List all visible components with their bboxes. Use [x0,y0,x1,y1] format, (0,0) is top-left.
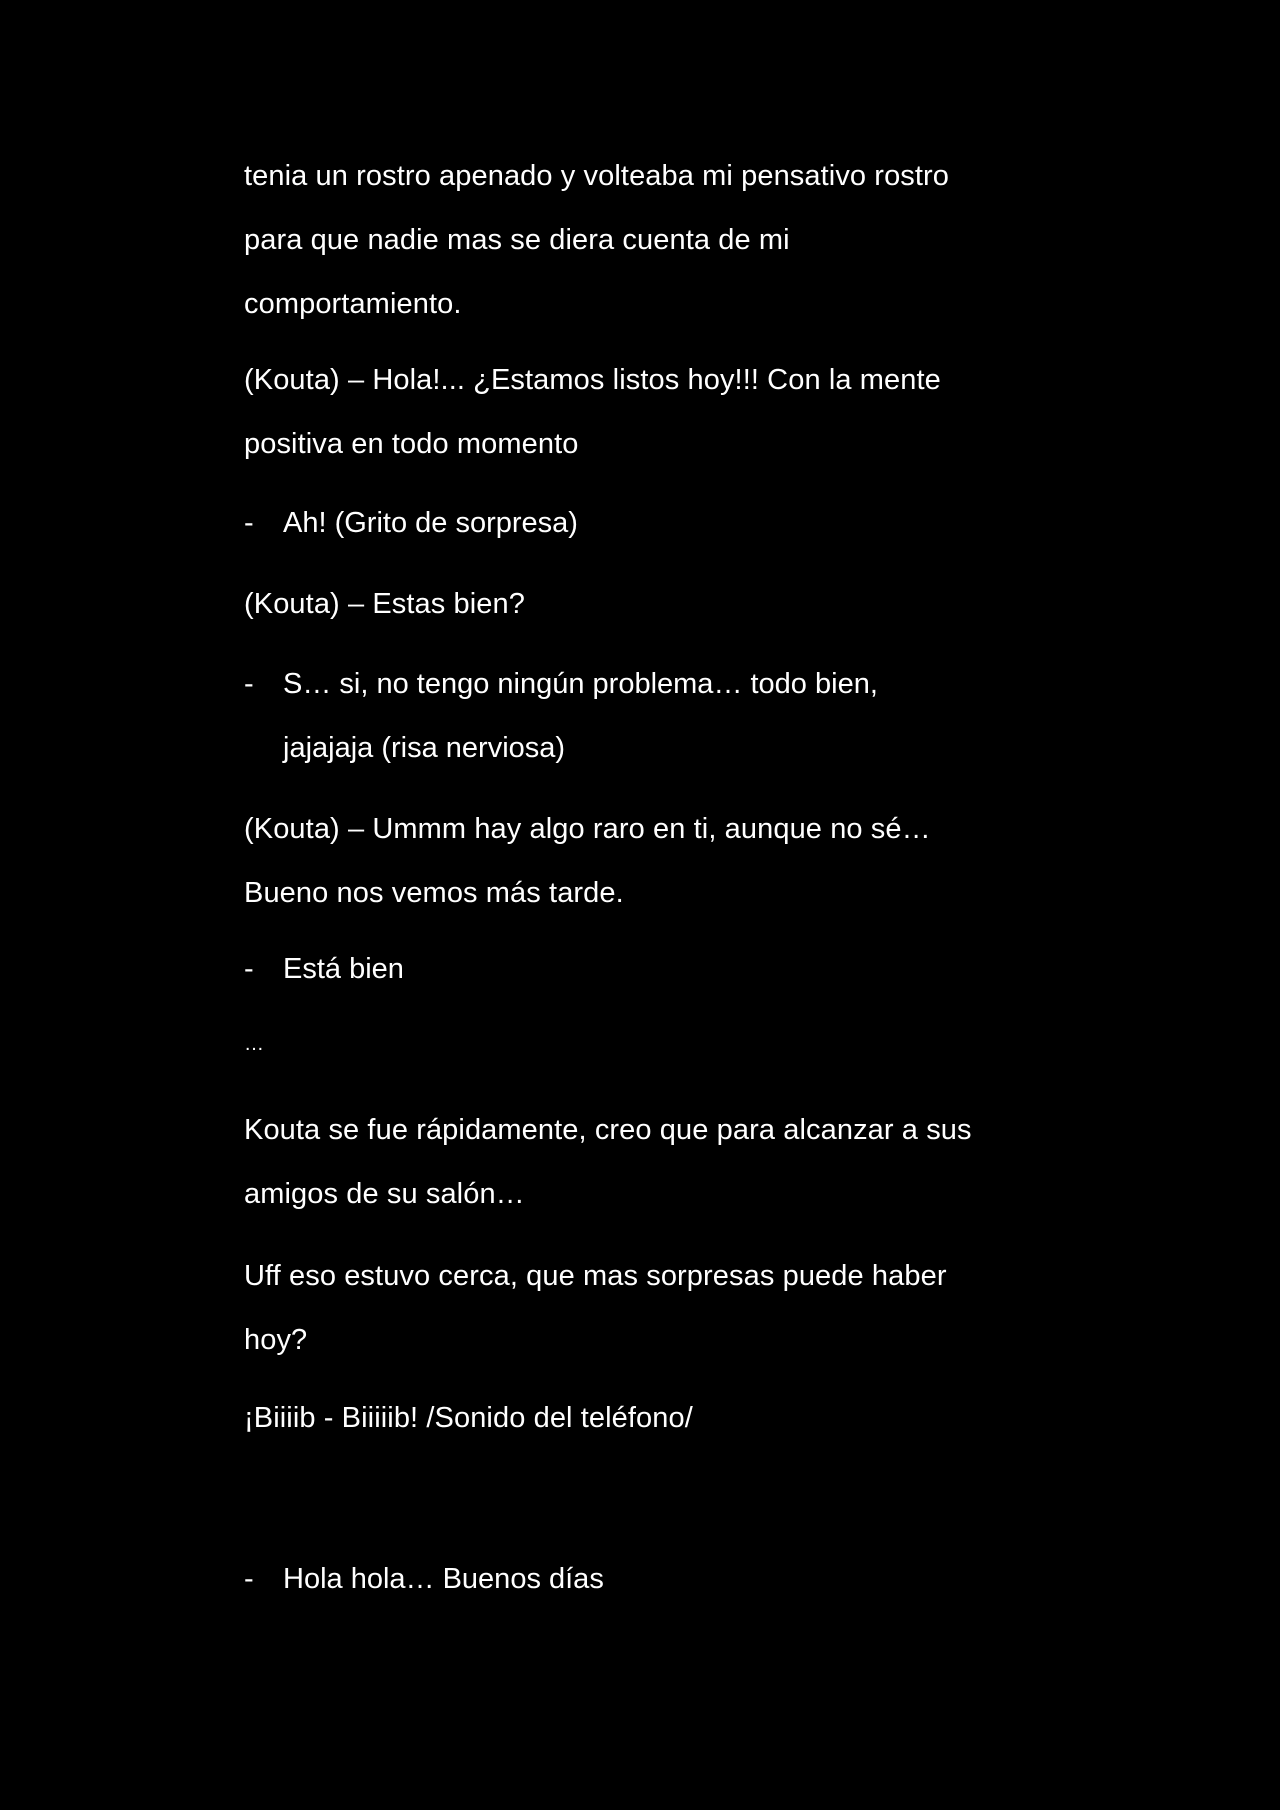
paragraph-line: hoy? [244,1324,308,1356]
dialogue-line: (Kouta) – Hola!... ¿Estamos listos hoy!!! Con la mente [244,364,941,396]
dialogue-reply: Hola hola… Buenos días [283,1563,604,1595]
list-dash: - [244,507,254,539]
dialogue-line: Bueno nos vemos más tarde. [244,877,624,909]
list-dash: - [244,668,254,700]
dialogue-reply: Está bien [283,953,404,985]
sound-effect-line: ¡Biiiib - Biiiiib! /Sonido del teléfono/ [244,1402,693,1434]
list-dash: - [244,953,254,985]
paragraph-line: Kouta se fue rápidamente, creo que para alcanzar a sus [244,1114,972,1146]
dialogue-line: positiva en todo momento [244,428,579,460]
dialogue-reply: jajajaja (risa nerviosa) [283,732,566,764]
dialogue-reply: S… si, no tengo ningún problema… todo bien, [283,668,878,700]
paragraph-line: Uff eso estuvo cerca, que mas sorpresas puede haber [244,1260,947,1292]
paragraph-line: tenia un rostro apenado y volteaba mi pensativo rostro [244,160,950,192]
dialogue-line: (Kouta) – Estas bien? [244,588,525,620]
paragraph-line: para que nadie mas se diera cuenta de mi [244,224,790,256]
paragraph-line: comportamiento. [244,288,462,320]
paragraph-line: amigos de su salón… [244,1178,525,1210]
list-dash: - [244,1563,254,1595]
ellipsis-line: … [244,1033,265,1055]
dialogue-line: (Kouta) – Ummm hay algo raro en ti, aunque no sé… [244,813,931,845]
dialogue-reply: Ah! (Grito de sorpresa) [283,507,578,539]
